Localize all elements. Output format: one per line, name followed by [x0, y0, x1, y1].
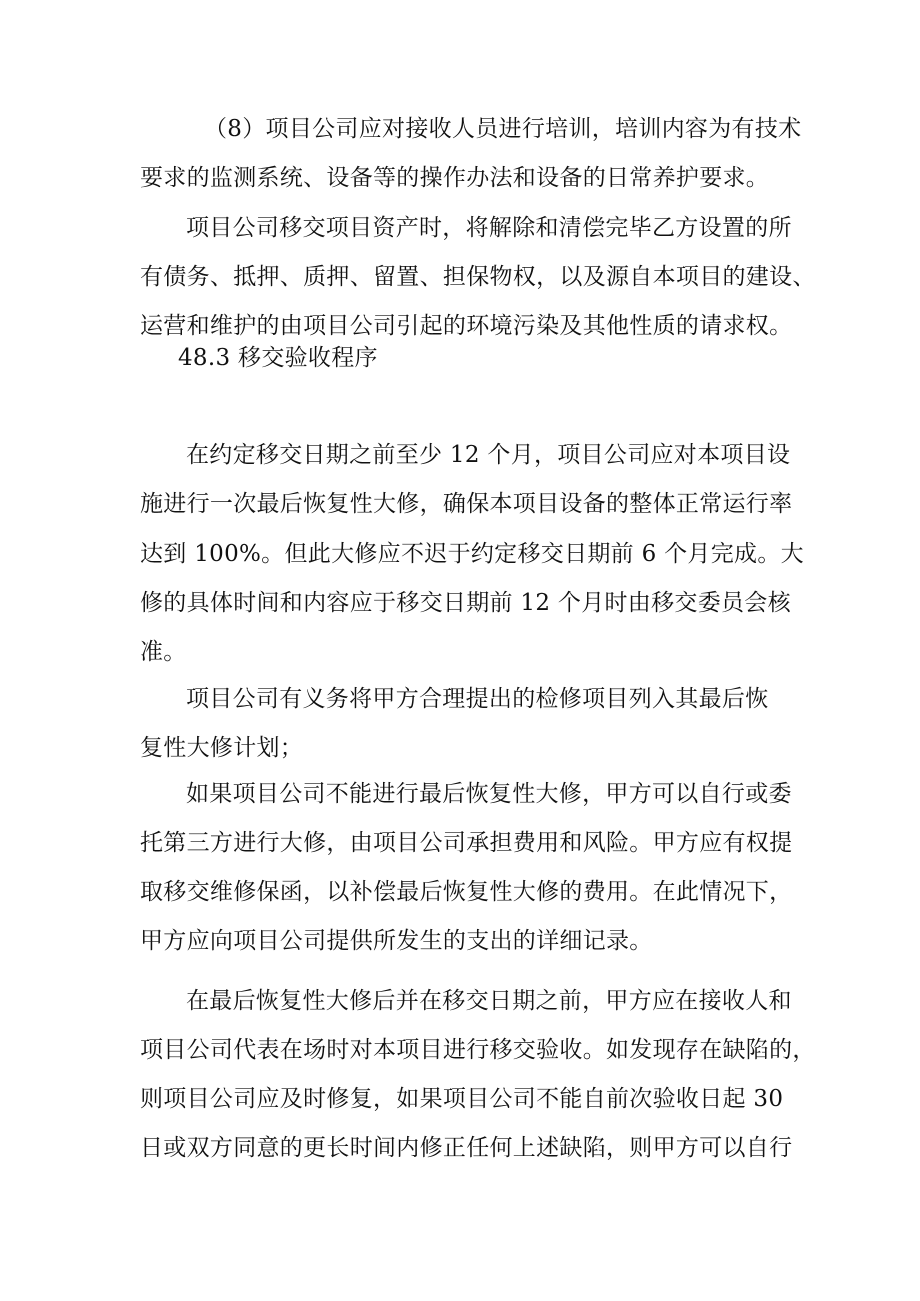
paragraph-asset-transfer-line-2: 有债务、抵押、质押、留置、担保物权，以及源自本项目的建设、 [140, 264, 816, 290]
paragraph-inspection-items-line-2: 复性大修计划； [140, 735, 304, 761]
paragraph-failure-to-repair-line-2: 托第三方进行大修，由项目公司承担费用和风险。甲方应有权提 [140, 830, 793, 856]
paragraph-training-line-2: 要求的监测系统、设备等的操作办法和设备的日常养护要求。 [140, 165, 770, 191]
paragraph-inspection-items-line-1: 项目公司有义务将甲方合理提出的检修项目列入其最后恢 [186, 686, 769, 712]
paragraph-failure-to-repair-line-3: 取移交维修保函，以补偿最后恢复性大修的费用。在此情况下， [140, 879, 793, 905]
paragraph-failure-to-repair-line-4: 甲方应向项目公司提供所发生的支出的详细记录。 [140, 928, 653, 954]
paragraph-training-line-1: （8）项目公司应对接收人员进行培训，培训内容为有技术 [204, 116, 802, 142]
paragraph-acceptance-line-3: 则项目公司应及时修复，如果项目公司不能自前次验收日起 30 [140, 1086, 784, 1112]
paragraph-overhaul-line-4: 修的具体时间和内容应于移交日期前 12 个月时由移交委员会核 [140, 590, 791, 616]
paragraph-overhaul-line-3: 达到 100%。但此大修应不迟于约定移交日期前 6 个月完成。大 [140, 541, 804, 567]
paragraph-overhaul-line-2: 施进行一次最后恢复性大修，确保本项目设备的整体正常运行率 [140, 491, 793, 517]
paragraph-overhaul-line-1: 在约定移交日期之前至少 12 个月，项目公司应对本项目设 [186, 442, 791, 468]
paragraph-failure-to-repair-line-1: 如果项目公司不能进行最后恢复性大修，甲方可以自行或委 [186, 781, 792, 807]
section-heading: 48.3 移交验收程序 [178, 345, 378, 371]
paragraph-asset-transfer-line-3: 运营和维护的由项目公司引起的环境污染及其他性质的请求权。 [140, 313, 793, 339]
paragraph-acceptance-line-4: 日或双方同意的更长时间内修正任何上述缺陷，则甲方可以自行 [140, 1135, 793, 1161]
paragraph-acceptance-line-1: 在最后恢复性大修后并在移交日期之前，甲方应在接收人和 [186, 988, 792, 1014]
paragraph-acceptance-line-2: 项目公司代表在场时对本项目进行移交验收。如发现存在缺陷的， [140, 1037, 816, 1063]
paragraph-overhaul-line-5: 准。 [140, 639, 187, 665]
paragraph-asset-transfer-line-1: 项目公司移交项目资产时，将解除和清偿完毕乙方设置的所 [186, 215, 792, 241]
